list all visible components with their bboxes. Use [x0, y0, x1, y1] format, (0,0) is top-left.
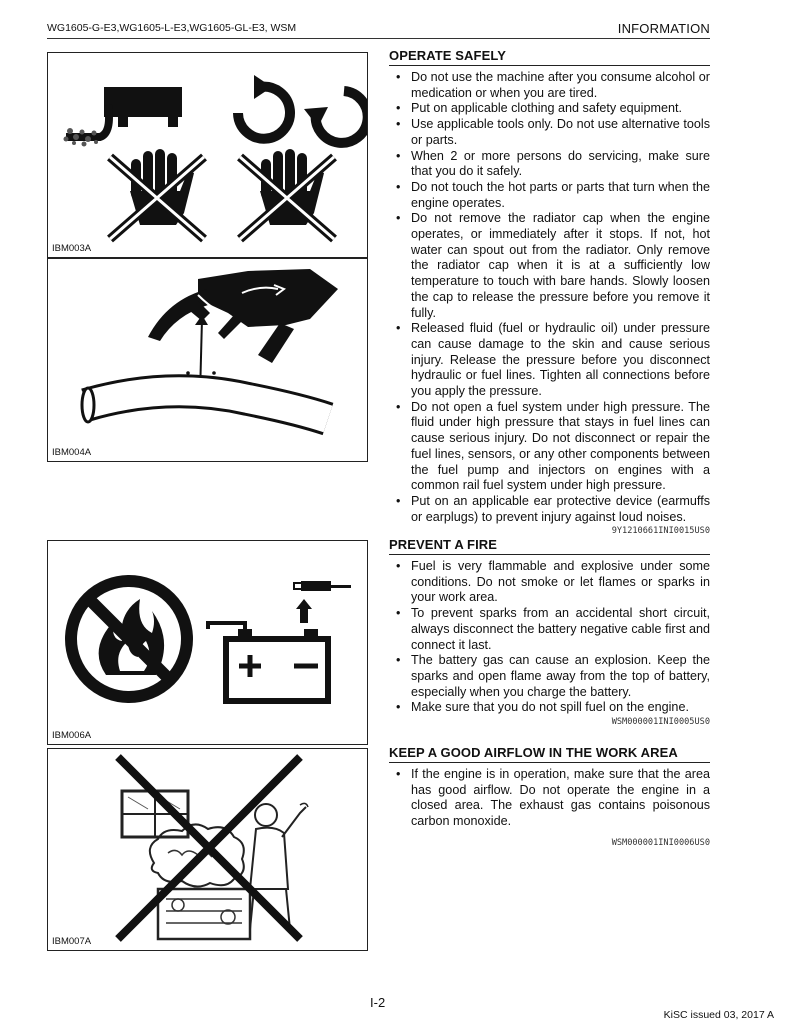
- hot-rotating-parts-illustration: [48, 53, 367, 257]
- figure-caption: IBM007A: [52, 936, 92, 947]
- section-title: KEEP A GOOD AIRFLOW IN THE WORK AREA: [389, 745, 710, 763]
- section-prevent-fire: [389, 537, 710, 727]
- no-fire-battery-illustration: [48, 541, 367, 744]
- figure-airflow: [47, 748, 368, 951]
- figure-prevent-fire: [47, 540, 368, 745]
- list-item: • Do not remove the radiator cap when the engine operates, or immediately after it stops. If not, hot water can spout out from the radiator. Only remove the radiator cap when it is at a sufficiently low temperature to touch with bare hands. Slowly loosen the cap to release the pressure before you remove it fully.: [389, 211, 710, 321]
- closed-area-engine-illustration: [48, 749, 367, 950]
- section-title: PREVENT A FIRE: [389, 537, 710, 555]
- bullet-list: [389, 559, 710, 716]
- header-models: WG1605-G-E3,WG1605-L-E3,WG1605-GL-E3, WSM: [47, 22, 297, 34]
- figure-caption: IBM004A: [52, 447, 92, 458]
- list-item: • If the engine is in operation, make sure that the area has good airflow. Do not operate the engine in a closed area. The exhaust gas contains poisonous carbon monoxide.: [389, 767, 710, 830]
- list-item: • To prevent sparks from an accidental short circuit, always disconnect the battery negative cable first and connect it last.: [389, 606, 710, 653]
- document-code: 9Y1210661INI0015US0: [611, 526, 710, 537]
- section-title: OPERATE SAFELY: [389, 48, 710, 66]
- list-item: • The battery gas can cause an explosion. Keep the sparks and open flame away from the top of battery, especially when you charge the battery.: [389, 653, 710, 700]
- list-item: • When 2 or more persons do servicing, make sure that you do it safely.: [389, 149, 710, 180]
- list-item: • Put on an applicable ear protective device (earmuffs or earplugs) to prevent injury against loud noises.: [389, 494, 710, 525]
- list-item: • Do not use the machine after you consume alcohol or medication or when you are tired.: [389, 70, 710, 101]
- page-number: I-2: [370, 995, 386, 1010]
- section-airflow: [389, 745, 710, 848]
- bullet-list: [389, 767, 710, 830]
- figure-caption: IBM003A: [52, 243, 92, 254]
- figure-pressurized-fluid: [47, 258, 368, 462]
- document-code: WSM000001INI0006US0: [611, 837, 710, 848]
- list-item: • Do not touch the hot parts or parts that turn when the engine operates.: [389, 180, 710, 211]
- list-item: • Put on applicable clothing and safety equipment.: [389, 101, 710, 117]
- issue-note: KiSC issued 03, 2017 A: [663, 1009, 774, 1021]
- list-item: • Fuel is very flammable and explosive under some conditions. Do not smoke or let flames or sparks in your work area.: [389, 559, 710, 606]
- bullet-list: [389, 70, 710, 525]
- list-item: • Do not open a fuel system under high pressure. The fluid under high pressure that stays in fuel lines can cause serious injury. Do not disconnect or repair the fuel lines, sensors, or any other components between the fuel pump and injectors on engines with a common rail fuel system under high pressure.: [389, 400, 710, 494]
- section-operate-safely: [389, 48, 710, 536]
- list-item: • Released fluid (fuel or hydraulic oil) under pressure can cause damage to the skin and cause serious injury. Release the pressure before you disconnect hydraulic or fuel lines. Tighten all connections before you apply the pressure.: [389, 321, 710, 400]
- list-item: • Use applicable tools only. Do not use alternative tools or parts.: [389, 117, 710, 148]
- header-divider: [47, 38, 710, 39]
- pressurized-fluid-illustration: [48, 259, 367, 461]
- document-code: WSM000001INI0005US0: [611, 717, 710, 728]
- header-section: INFORMATION: [617, 21, 710, 36]
- figure-caption: IBM006A: [52, 730, 92, 741]
- list-item: • Make sure that you do not spill fuel on the engine.: [389, 700, 710, 716]
- figure-hot-rotating-parts: [47, 52, 368, 258]
